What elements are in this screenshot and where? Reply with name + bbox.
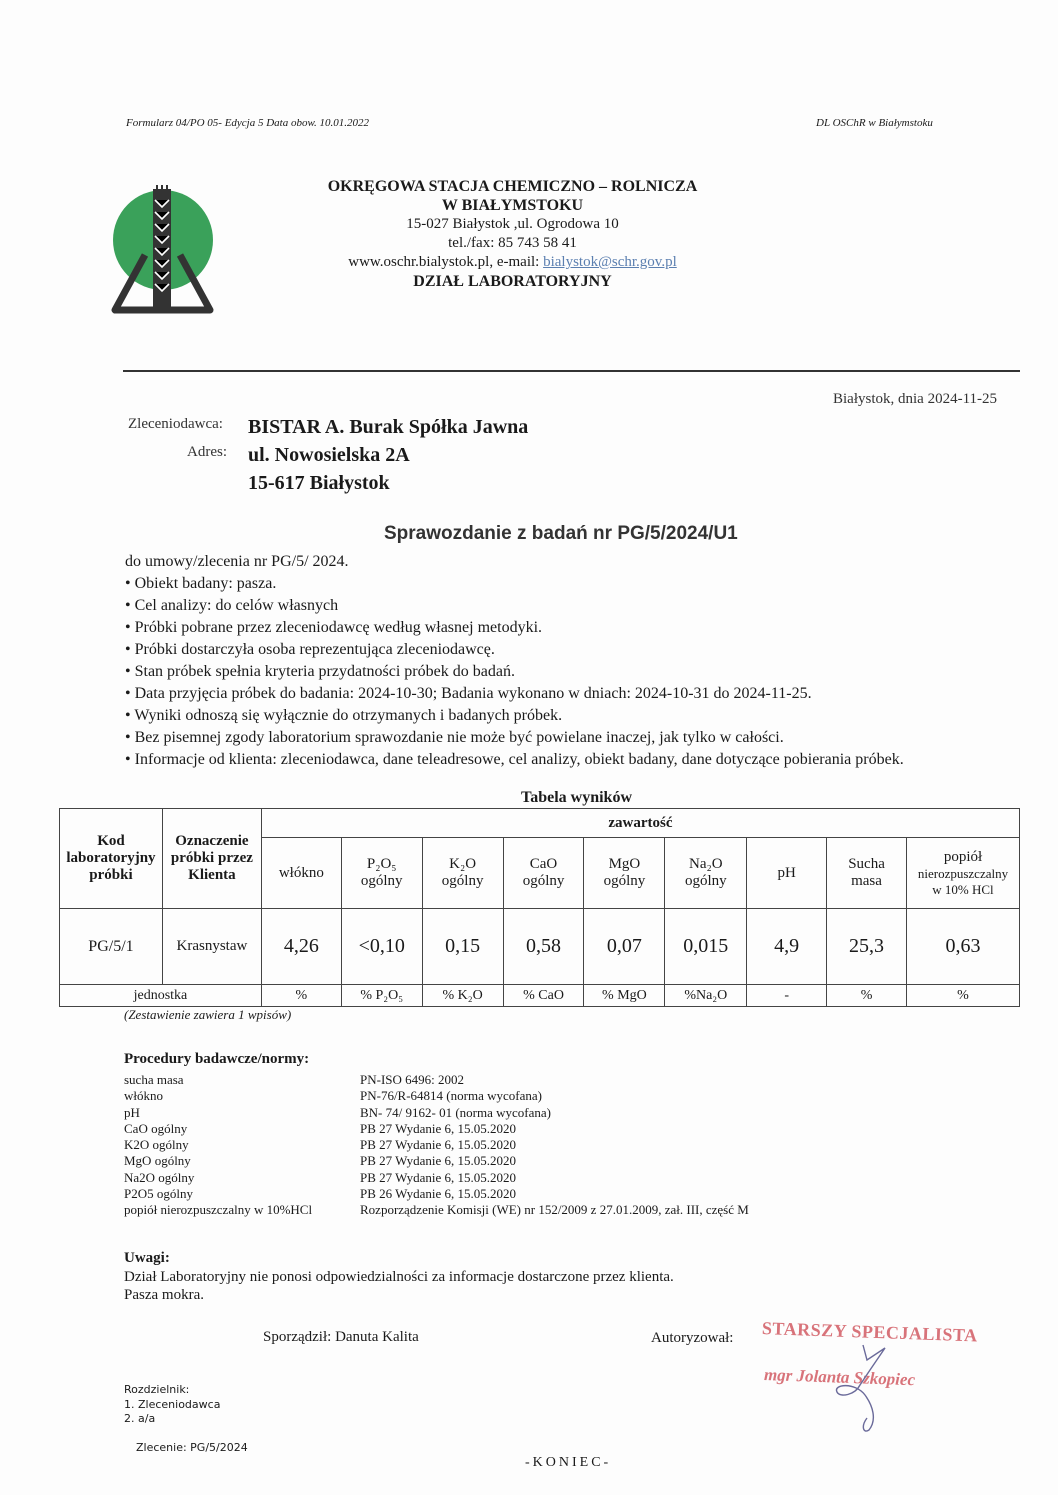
institution-header xyxy=(295,177,730,291)
header-param: P₂O₅ ogólny xyxy=(341,838,422,909)
unit-cell: %Na₂O xyxy=(665,985,747,1007)
authorized-by: Autoryzował: xyxy=(651,1330,734,1346)
stamp-name: mgr Jolanta Szkopiec xyxy=(763,1365,916,1390)
list-item: • Próbki pobrane przez zleceniodawcę według własnej metodyki. xyxy=(125,619,543,636)
header-param: MgO ogólny xyxy=(584,838,665,909)
header-param: Sucha masa xyxy=(827,838,907,909)
unit-cell: % xyxy=(261,985,341,1007)
client-name: BISTAR A. Burak Spółka Jawna xyxy=(248,416,529,438)
address-label: Adres: xyxy=(187,444,227,460)
list-item: • Data przyjęcia próbek do badania: 2024-10-30; Badania wykonano w dniach: 2024-10-31 do 2024-11-25. xyxy=(125,685,812,702)
procedure-norm: PB 27 Wydanie 6, 15.05.2020 xyxy=(360,1137,517,1153)
cell-value: 25,3 xyxy=(827,909,907,985)
web-address: www.oschr.bialystok.pl, e-mail: xyxy=(348,254,544,270)
unit-cell: % P₂O₅ xyxy=(341,985,422,1007)
report-title: Sprawozdanie z badań nr PG/5/2024/U1 xyxy=(384,523,738,544)
institution-city: W BIAŁYMSTOKU xyxy=(441,197,584,214)
cell-value: 0,15 xyxy=(422,909,503,985)
procedure-norm: PN-ISO 6496: 2002 xyxy=(360,1072,465,1087)
header-param: popiół nierozpuszczalny w 10% HCl xyxy=(906,838,1019,909)
order-number: Zlecenie: PG/5/2024 xyxy=(136,1441,248,1454)
unit-cell: % xyxy=(906,985,1019,1007)
email-link[interactable]: bialystok@schr.gov.pl xyxy=(543,254,677,270)
signature-scribble-icon xyxy=(825,1340,895,1435)
institution-web xyxy=(295,253,730,272)
procedure-norm: PB 27 Wydanie 6, 15.05.2020 xyxy=(360,1169,517,1185)
report-date: Białystok, dnia 2024-11-25 xyxy=(833,391,998,407)
wheat-flask-logo-icon xyxy=(105,185,220,320)
stamp-title: STARSZY SPECJALISTA xyxy=(761,1318,978,1346)
procedure-param: włókno xyxy=(124,1088,163,1104)
procedures-title: Procedury badawcze/normy: xyxy=(124,1051,310,1067)
cell-value: 4,9 xyxy=(747,909,827,985)
procedure-norm: PN-76/R-64814 (norma wycofana) xyxy=(360,1088,542,1104)
cell-value: 0,63 xyxy=(906,909,1019,985)
unit-cell: % xyxy=(827,985,907,1007)
header-divider xyxy=(123,370,1020,372)
procedure-norm: BN- 74/ 9162- 01 (norma wycofana) xyxy=(360,1104,551,1120)
cell-value: 0,07 xyxy=(584,909,665,985)
list-item: • Cel analizy: do celów własnych xyxy=(125,597,339,614)
list-item: • Obiekt badany: pasza. xyxy=(125,575,277,592)
header-kod: Kod laboratoryjny próbki xyxy=(60,809,163,909)
cell-value: 4,26 xyxy=(261,909,341,985)
unit-label: jednostka xyxy=(60,985,262,1007)
procedure-param: P2O5 ogólny xyxy=(124,1186,193,1202)
client-street: ul. Nowosielska 2A xyxy=(248,444,410,466)
header-param: pH xyxy=(747,838,827,909)
remarks-title: Uwagi: xyxy=(124,1250,170,1266)
header-oznaczenie: Oznaczenie próbki przez Klienta xyxy=(162,809,261,909)
unit-cell: - xyxy=(747,985,827,1007)
client-city: 15-617 Białystok xyxy=(248,472,390,494)
end-marker: -KONIEC- xyxy=(525,1455,612,1470)
distribution-title: Rozdzielnik: xyxy=(124,1383,190,1396)
institution-name: OKRĘGOWA STACJA CHEMICZNO – ROLNICZA xyxy=(327,178,698,195)
list-item: • Stan próbek spełnia kryteria przydatności próbek do badań. xyxy=(125,663,515,680)
results-table xyxy=(59,808,1020,1007)
report-info-list xyxy=(125,551,904,771)
table-caption: Tabela wyników xyxy=(521,789,632,806)
unit-cell: % CaO xyxy=(503,985,584,1007)
procedures-norms xyxy=(360,1072,749,1219)
procedure-param: Na2O ogólny xyxy=(124,1169,195,1185)
procedure-norm: PB 26 Wydanie 6, 15.05.2020 xyxy=(360,1186,517,1202)
units-row xyxy=(60,985,1020,1007)
cell-kod: PG/5/1 xyxy=(60,909,163,985)
unit-cell: % MgO xyxy=(584,985,665,1007)
table-note: (Zestawienie zawiera 1 wpisów) xyxy=(124,1007,292,1022)
procedure-param: sucha masa xyxy=(124,1072,184,1087)
form-code: Formularz 04/PO 05- Edycja 5 Data obow. 10.01.2022 xyxy=(126,117,370,129)
table-row xyxy=(60,909,1020,985)
header-zawartosc: zawartość xyxy=(261,809,1019,838)
procedure-param: CaO ogólny xyxy=(124,1120,188,1136)
header-param: Na₂O ogólny xyxy=(665,838,747,909)
prepared-by: Sporządził: Danuta Kalita xyxy=(263,1329,419,1345)
procedure-param: K2O ogólny xyxy=(124,1137,189,1153)
cell-value: 0,58 xyxy=(503,909,584,985)
list-item: • Wyniki odnoszą się wyłącznie do otrzymanych i badanych próbek. xyxy=(125,707,563,724)
procedure-norm: PB 27 Wydanie 6, 15.05.2020 xyxy=(360,1120,517,1136)
procedure-param: popiół nierozpuszczalny w 10%HCl xyxy=(124,1202,313,1218)
procedure-norm: Rozporządzenie Komisji (WE) nr 152/2009 z 27.01.2009, zał. III, część M xyxy=(360,1202,749,1218)
distribution-item: 2. a/a xyxy=(124,1412,156,1425)
client-label: Zleceniodawca: xyxy=(128,416,223,432)
cell-value: 0,015 xyxy=(665,909,747,985)
unit-cell: % K₂O xyxy=(422,985,503,1007)
header-param: CaO ogólny xyxy=(503,838,584,909)
procedures-params xyxy=(124,1072,312,1219)
header-param: K₂O ogólny xyxy=(422,838,503,909)
cell-oznaczenie: Krasnystaw xyxy=(162,909,261,985)
header-param: włókno xyxy=(261,838,341,909)
remarks-line: Dział Laboratoryjny nie ponosi odpowiedzialności za informacje dostarczone przez klienta. xyxy=(124,1269,674,1285)
distribution-item: 1. Zleceniodawca xyxy=(124,1398,221,1411)
procedure-norm: PB 27 Wydanie 6, 15.05.2020 xyxy=(360,1153,517,1169)
procedure-param: MgO ogólny xyxy=(124,1153,191,1169)
contract-line: do umowy/zlecenia nr PG/5/ 2024. xyxy=(125,553,349,570)
cell-value: <0,10 xyxy=(341,909,422,985)
institution-address: 15-027 Białystok ,ul. Ogrodowa 10 xyxy=(406,216,619,232)
form-department-code: DL OSChR w Białymstoku xyxy=(816,117,933,129)
remarks-line: Pasza mokra. xyxy=(124,1287,204,1303)
department-name: DZIAŁ LABORATORYJNY xyxy=(413,273,612,290)
list-item: • Próbki dostarczyła osoba reprezentująca zleceniodawcę. xyxy=(125,641,495,658)
list-item: • Bez pisemnej zgody laboratorium sprawozdanie nie może być powielane inaczej, jak tylko w całości. xyxy=(125,729,784,746)
list-item: • Informacje od klienta: zleceniodawca, dane teleadresowe, cel analizy, obiekt badany, dane dotyczące pobierania próbek. xyxy=(125,751,904,768)
procedure-param: pH xyxy=(124,1104,140,1120)
institution-phone: tel./fax: 85 743 58 41 xyxy=(448,235,577,251)
